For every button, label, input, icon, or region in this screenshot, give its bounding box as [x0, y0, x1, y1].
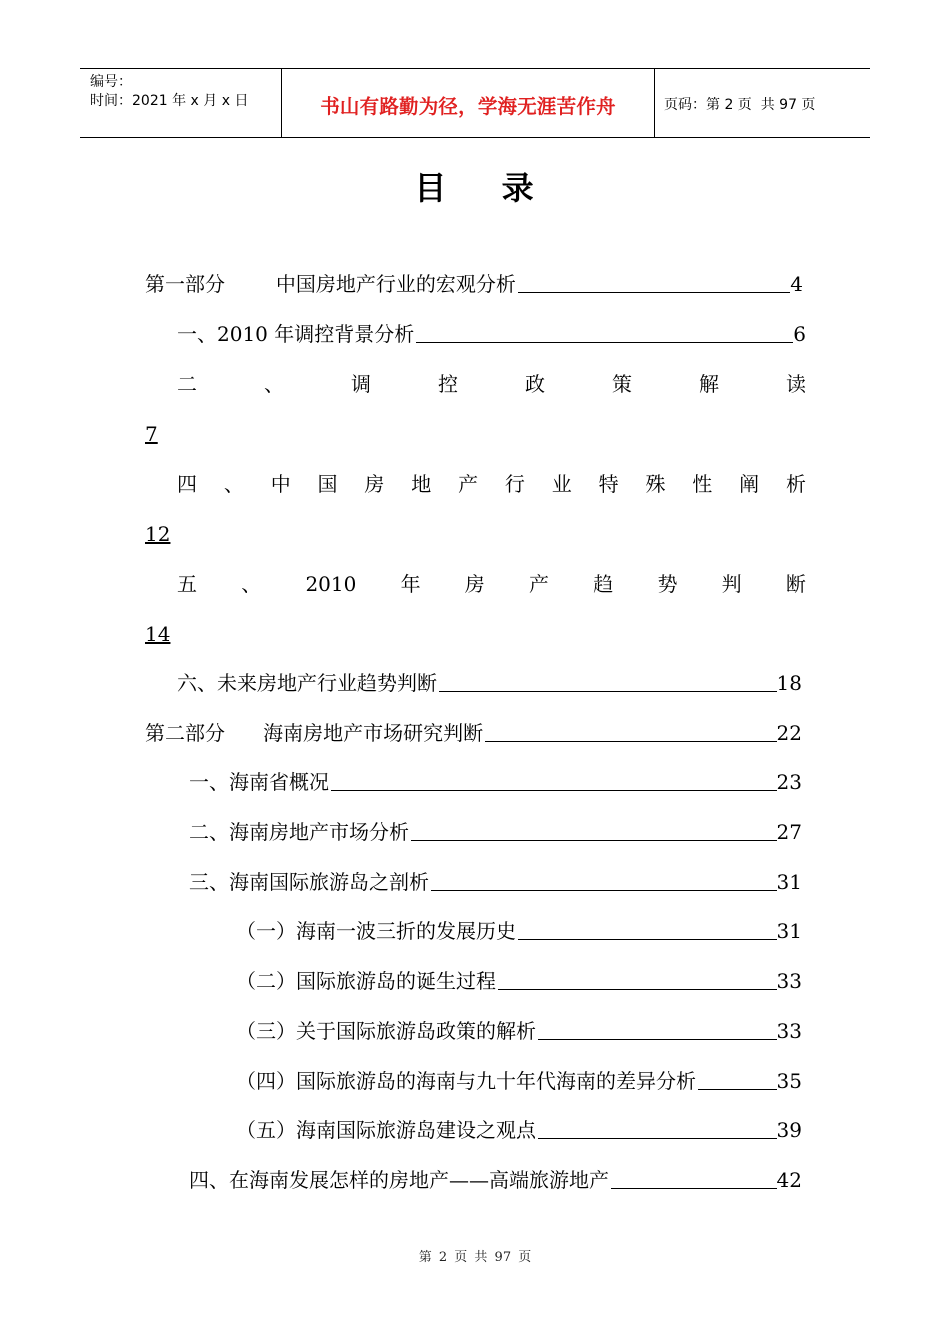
toc-entry-justified[interactable] [177, 571, 806, 597]
toc-leader-line [698, 1088, 777, 1090]
toc-leader-line [538, 1038, 777, 1040]
toc-entry-label: 第一部分 中国房地产行业的宏观分析 [145, 272, 516, 296]
toc-char: 行 [504, 472, 525, 496]
toc-char: 策 [612, 372, 632, 396]
toc-char: 、 [241, 572, 262, 596]
toc-char: 产 [529, 572, 549, 596]
toc-char: 2010 [305, 572, 357, 596]
toc-entry-page[interactable]: 14 [145, 622, 171, 646]
header-divider [654, 69, 655, 137]
toc-char: 中 [270, 472, 291, 496]
toc-leader-line [431, 889, 777, 891]
document-date: 时间：2021 年 x 月 x 日 [90, 93, 249, 109]
page-title: 目 录 [414, 169, 536, 207]
toc-entry-page: 27 [776, 820, 802, 844]
toc-entry-label: 二、海南房地产市场分析 [189, 820, 409, 844]
toc-entry[interactable] [177, 321, 806, 347]
toc-char: 房 [464, 572, 485, 596]
toc-char: 调 [351, 372, 371, 396]
toc-char: 殊 [645, 472, 666, 496]
toc-char: 地 [411, 472, 432, 496]
toc-entry-label: （五）海南国际旅游岛建设之观点 [236, 1118, 536, 1142]
toc-entry-label: （三）关于国际旅游岛政策的解析 [236, 1019, 536, 1043]
toc-char: 政 [525, 372, 545, 396]
toc-leader-line [518, 291, 790, 293]
toc-char: 判 [721, 572, 742, 596]
toc-entry-label: （二）国际旅游岛的诞生过程 [236, 969, 496, 993]
toc-char: 断 [785, 572, 806, 596]
toc-char: 阐 [739, 472, 760, 496]
toc-leader-line [485, 740, 776, 742]
toc-entry[interactable] [236, 1068, 802, 1094]
toc-leader-line [498, 988, 777, 990]
toc-char: 房 [364, 472, 385, 496]
toc-entry-label: （四）国际旅游岛的海南与九十年代海南的差异分析 [236, 1069, 696, 1093]
toc-entry-page: 33 [776, 969, 802, 993]
toc-entry[interactable] [236, 1117, 802, 1143]
toc-leader-line [538, 1137, 777, 1139]
page-header [80, 68, 870, 138]
toc-entry-justified[interactable] [177, 371, 806, 397]
toc-entry-label: 六、未来房地产行业趋势判断 [177, 671, 437, 695]
toc-leader-line [416, 341, 793, 343]
toc-entry-justified[interactable] [177, 471, 806, 497]
toc-entry[interactable] [236, 918, 802, 944]
page-footer: 第 2 页 共 97 页 [418, 1250, 532, 1265]
toc-char: 特 [598, 472, 619, 496]
toc-entry-page: 31 [776, 919, 802, 943]
toc-entry-label: 一、海南省概况 [189, 770, 329, 794]
toc-entry[interactable] [145, 271, 803, 297]
header-page-info: 页码：第 2 页 共 97 页 [664, 97, 816, 113]
toc-char: 解 [699, 372, 719, 396]
toc-char: 、 [223, 472, 244, 496]
toc-entry-page: 6 [793, 322, 806, 346]
toc-char: 国 [317, 472, 338, 496]
toc-char: 性 [692, 472, 713, 496]
header-motto: 书山有路勤为径，学海无涯苦作舟 [320, 95, 616, 118]
toc-entry-label: 第二部分 海南房地产市场研究判断 [145, 721, 484, 745]
toc-entry[interactable] [236, 1018, 802, 1044]
toc-entry-label: 一、2010 年调控背景分析 [177, 322, 415, 346]
toc-char: 业 [551, 472, 572, 496]
toc-entry[interactable] [145, 720, 802, 746]
toc-char: 读 [786, 372, 806, 396]
toc-leader-line [439, 690, 777, 692]
toc-entry-page: 4 [790, 272, 803, 296]
header-meta [90, 73, 248, 111]
toc-leader-line [518, 938, 777, 940]
toc-leader-line [331, 789, 777, 791]
document-number-label: 编号： [90, 74, 132, 90]
toc-entry-page[interactable]: 7 [145, 422, 158, 446]
toc-entry[interactable] [189, 1167, 802, 1193]
toc-char: 趋 [593, 572, 614, 596]
toc-entry-page: 33 [776, 1019, 802, 1043]
toc-entry-label: 四、在海南发展怎样的房地产——高端旅游地产 [189, 1168, 609, 1192]
toc-entry-page: 31 [776, 870, 802, 894]
toc-entry[interactable] [177, 670, 802, 696]
toc-entry[interactable] [189, 769, 802, 795]
toc-char: 势 [657, 572, 678, 596]
toc-entry-page: 18 [776, 671, 802, 695]
toc-char: 年 [400, 572, 421, 596]
toc-entry-page: 35 [776, 1069, 802, 1093]
toc-entry-label: 三、海南国际旅游岛之剖析 [189, 870, 429, 894]
toc-entry[interactable] [236, 968, 802, 994]
toc-char: 四 [177, 472, 197, 496]
toc-char: 控 [438, 372, 458, 396]
toc-entry[interactable] [189, 819, 802, 845]
toc-entry-page: 39 [776, 1118, 802, 1142]
toc-char: 析 [785, 472, 806, 496]
toc-entry-page: 23 [776, 770, 802, 794]
toc-leader-line [411, 839, 777, 841]
toc-entry-page[interactable]: 12 [145, 522, 171, 546]
toc-char: 、 [264, 372, 284, 396]
toc-char: 产 [458, 472, 479, 496]
toc-char: 二 [177, 372, 197, 396]
toc-entry-page: 42 [776, 1168, 802, 1192]
toc-entry[interactable] [189, 869, 802, 895]
toc-char: 五 [177, 572, 197, 596]
toc-leader-line [611, 1187, 777, 1189]
toc-entry-page: 22 [776, 721, 802, 745]
toc-entry-label: （一）海南一波三折的发展历史 [236, 919, 516, 943]
